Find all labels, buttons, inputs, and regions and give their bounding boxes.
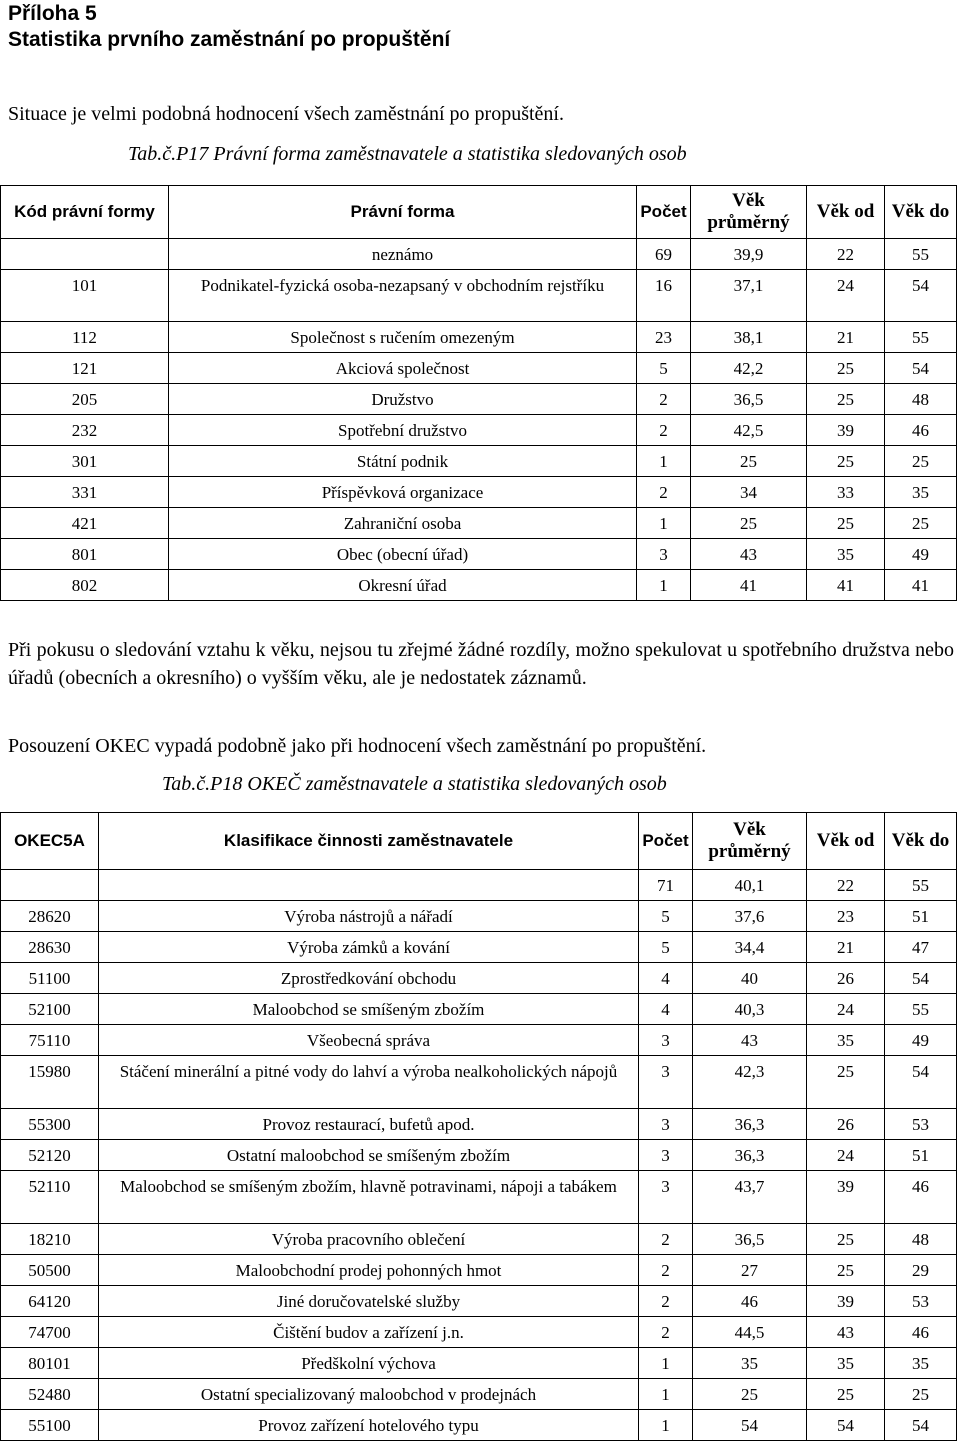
header-age-average: Věk průměrný bbox=[691, 186, 807, 239]
code-cell: 802 bbox=[1, 570, 169, 601]
age-from-cell: 25 bbox=[807, 1224, 885, 1255]
code-cell: 28630 bbox=[1, 932, 99, 963]
name-cell: Provoz restaurací, bufetů apod. bbox=[99, 1109, 639, 1140]
code-cell: 232 bbox=[1, 415, 169, 446]
table-row bbox=[1, 570, 957, 601]
name-cell: Akciová společnost bbox=[169, 353, 637, 384]
age-to-cell: 55 bbox=[885, 870, 957, 901]
age-average-cell: 36,3 bbox=[693, 1109, 807, 1140]
age-to-cell: 53 bbox=[885, 1286, 957, 1317]
age-analysis-paragraph: Při pokusu o sledování vztahu k věku, nejsou tu zřejmé žádné rozdíly, možno spekulovat u spotřebního družstva nebo úřadů (obecních a okresního) o vyšším věku, ale je nedostatek záznamů. bbox=[8, 639, 954, 689]
age-average-cell: 36,5 bbox=[693, 1224, 807, 1255]
count-cell: 4 bbox=[639, 963, 693, 994]
code-cell: 75110 bbox=[1, 1025, 99, 1056]
count-cell: 5 bbox=[639, 932, 693, 963]
age-to-cell: 48 bbox=[885, 384, 957, 415]
age-from-cell: 43 bbox=[807, 1317, 885, 1348]
count-cell: 16 bbox=[637, 270, 691, 322]
table-row bbox=[1, 415, 957, 446]
name-cell bbox=[99, 870, 639, 901]
age-average-cell: 34,4 bbox=[693, 932, 807, 963]
name-cell: Ostatní maloobchod se smíšeným zbožím bbox=[99, 1140, 639, 1171]
age-average-cell: 36,3 bbox=[693, 1140, 807, 1171]
age-from-cell: 22 bbox=[807, 870, 885, 901]
age-from-cell: 25 bbox=[807, 1056, 885, 1109]
header-legal-form-code: Kód právní formy bbox=[1, 186, 169, 239]
age-from-cell: 21 bbox=[807, 322, 885, 353]
table-row bbox=[1, 353, 957, 384]
age-from-cell: 22 bbox=[807, 239, 885, 270]
appendix-title: Příloha 5 bbox=[8, 2, 97, 25]
code-cell: 121 bbox=[1, 353, 169, 384]
code-cell: 50500 bbox=[1, 1255, 99, 1286]
age-to-cell: 49 bbox=[885, 1025, 957, 1056]
code-cell bbox=[1, 870, 99, 901]
age-average-cell: 40 bbox=[693, 963, 807, 994]
age-to-cell: 55 bbox=[885, 994, 957, 1025]
code-cell: 15980 bbox=[1, 1056, 99, 1109]
table-row bbox=[1, 870, 957, 901]
okec-paragraph: Posouzení OKEC vypadá podobně jako při hodnocení všech zaměstnání po propuštění. bbox=[8, 735, 707, 757]
count-cell: 1 bbox=[637, 446, 691, 477]
age-average-cell: 42,2 bbox=[691, 353, 807, 384]
age-to-cell: 46 bbox=[885, 1317, 957, 1348]
age-from-cell: 26 bbox=[807, 963, 885, 994]
count-cell: 23 bbox=[637, 322, 691, 353]
code-cell: 421 bbox=[1, 508, 169, 539]
age-average-cell: 43,7 bbox=[693, 1171, 807, 1224]
header-age-average: Věk průměrný bbox=[693, 813, 807, 870]
table-row bbox=[1, 994, 957, 1025]
code-cell: 80101 bbox=[1, 1348, 99, 1379]
age-from-cell: 25 bbox=[807, 446, 885, 477]
table-row bbox=[1, 1379, 957, 1410]
age-to-cell: 49 bbox=[885, 539, 957, 570]
code-cell: 52110 bbox=[1, 1171, 99, 1224]
legal-form-table-body bbox=[1, 239, 957, 601]
code-cell: 55300 bbox=[1, 1109, 99, 1140]
name-cell: Spotřební družstvo bbox=[169, 415, 637, 446]
name-cell: Všeobecná správa bbox=[99, 1025, 639, 1056]
code-cell: 74700 bbox=[1, 1317, 99, 1348]
age-to-cell: 48 bbox=[885, 1224, 957, 1255]
name-cell: Družstvo bbox=[169, 384, 637, 415]
age-to-cell: 47 bbox=[885, 932, 957, 963]
header-age-to: Věk do bbox=[885, 813, 957, 870]
table-row bbox=[1, 1025, 957, 1056]
age-to-cell: 25 bbox=[885, 1379, 957, 1410]
code-cell: 28620 bbox=[1, 901, 99, 932]
count-cell: 69 bbox=[637, 239, 691, 270]
header-count: Počet bbox=[639, 813, 693, 870]
table-header-row bbox=[1, 813, 957, 870]
table-row bbox=[1, 1348, 957, 1379]
count-cell: 1 bbox=[639, 1348, 693, 1379]
name-cell: Okresní úřad bbox=[169, 570, 637, 601]
code-cell: 205 bbox=[1, 384, 169, 415]
age-average-cell: 25 bbox=[691, 508, 807, 539]
age-to-cell: 25 bbox=[885, 508, 957, 539]
code-cell: 112 bbox=[1, 322, 169, 353]
age-average-cell: 27 bbox=[693, 1255, 807, 1286]
age-to-cell: 51 bbox=[885, 1140, 957, 1171]
age-from-cell: 23 bbox=[807, 901, 885, 932]
age-average-cell: 25 bbox=[691, 446, 807, 477]
code-cell: 52480 bbox=[1, 1379, 99, 1410]
table-row bbox=[1, 932, 957, 963]
age-to-cell: 55 bbox=[885, 322, 957, 353]
age-from-cell: 24 bbox=[807, 994, 885, 1025]
age-from-cell: 25 bbox=[807, 353, 885, 384]
name-cell: Provoz zařízení hotelového typu bbox=[99, 1410, 639, 1441]
age-to-cell: 51 bbox=[885, 901, 957, 932]
age-to-cell: 55 bbox=[885, 239, 957, 270]
age-average-cell: 44,5 bbox=[693, 1317, 807, 1348]
header-legal-form: Právní forma bbox=[169, 186, 637, 239]
count-cell: 2 bbox=[639, 1224, 693, 1255]
table-header-row bbox=[1, 186, 957, 239]
code-cell: 801 bbox=[1, 539, 169, 570]
count-cell: 1 bbox=[637, 508, 691, 539]
appendix-subtitle: Statistika prvního zaměstnání po propuštění bbox=[8, 28, 451, 51]
name-cell: Stáčení minerální a pitné vody do lahví a výroba nealkoholických nápojů bbox=[99, 1056, 639, 1109]
age-from-cell: 26 bbox=[807, 1109, 885, 1140]
count-cell: 71 bbox=[639, 870, 693, 901]
name-cell: Předškolní výchova bbox=[99, 1348, 639, 1379]
count-cell: 1 bbox=[639, 1379, 693, 1410]
count-cell: 5 bbox=[639, 901, 693, 932]
name-cell: neznámo bbox=[169, 239, 637, 270]
code-cell: 64120 bbox=[1, 1286, 99, 1317]
count-cell: 4 bbox=[639, 994, 693, 1025]
age-average-cell: 37,6 bbox=[693, 901, 807, 932]
age-average-cell: 42,3 bbox=[693, 1056, 807, 1109]
name-cell: Výroba zámků a kování bbox=[99, 932, 639, 963]
age-to-cell: 54 bbox=[885, 353, 957, 384]
count-cell: 2 bbox=[639, 1286, 693, 1317]
age-to-cell: 54 bbox=[885, 1410, 957, 1441]
table-row bbox=[1, 446, 957, 477]
code-cell: 18210 bbox=[1, 1224, 99, 1255]
okec-table-body bbox=[1, 870, 957, 1441]
header-age-from: Věk od bbox=[807, 813, 885, 870]
name-cell: Zprostředkování obchodu bbox=[99, 963, 639, 994]
age-to-cell: 53 bbox=[885, 1109, 957, 1140]
age-from-cell: 25 bbox=[807, 1379, 885, 1410]
count-cell: 2 bbox=[639, 1255, 693, 1286]
age-to-cell: 54 bbox=[885, 963, 957, 994]
table1-caption: Tab.č.P17 Právní forma zaměstnavatele a statistika sledovaných osob bbox=[128, 143, 687, 165]
age-to-cell: 54 bbox=[885, 270, 957, 322]
age-from-cell: 35 bbox=[807, 539, 885, 570]
name-cell: Společnost s ručením omezeným bbox=[169, 322, 637, 353]
name-cell: Státní podnik bbox=[169, 446, 637, 477]
name-cell: Maloobchod se smíšeným zbožím bbox=[99, 994, 639, 1025]
name-cell: Zahraniční osoba bbox=[169, 508, 637, 539]
count-cell: 1 bbox=[637, 570, 691, 601]
name-cell: Obec (obecní úřad) bbox=[169, 539, 637, 570]
name-cell: Výroba pracovního oblečení bbox=[99, 1224, 639, 1255]
count-cell: 2 bbox=[639, 1317, 693, 1348]
age-to-cell: 46 bbox=[885, 415, 957, 446]
age-from-cell: 25 bbox=[807, 384, 885, 415]
name-cell: Výroba nástrojů a nářadí bbox=[99, 901, 639, 932]
name-cell: Čištění budov a zařízení j.n. bbox=[99, 1317, 639, 1348]
count-cell: 3 bbox=[639, 1171, 693, 1224]
age-average-cell: 41 bbox=[691, 570, 807, 601]
count-cell: 3 bbox=[639, 1109, 693, 1140]
code-cell: 51100 bbox=[1, 963, 99, 994]
name-cell: Příspěvková organizace bbox=[169, 477, 637, 508]
table-row bbox=[1, 384, 957, 415]
age-to-cell: 25 bbox=[885, 446, 957, 477]
code-cell: 52100 bbox=[1, 994, 99, 1025]
table2-caption: Tab.č.P18 OKEČ zaměstnavatele a statistika sledovaných osob bbox=[162, 773, 667, 795]
count-cell: 2 bbox=[637, 415, 691, 446]
table-row bbox=[1, 1140, 957, 1171]
code-cell: 52120 bbox=[1, 1140, 99, 1171]
table-row bbox=[1, 539, 957, 570]
age-from-cell: 41 bbox=[807, 570, 885, 601]
age-average-cell: 39,9 bbox=[691, 239, 807, 270]
count-cell: 2 bbox=[637, 477, 691, 508]
age-average-cell: 25 bbox=[693, 1379, 807, 1410]
age-average-cell: 35 bbox=[693, 1348, 807, 1379]
code-cell: 331 bbox=[1, 477, 169, 508]
age-from-cell: 39 bbox=[807, 415, 885, 446]
count-cell: 1 bbox=[639, 1410, 693, 1441]
age-from-cell: 39 bbox=[807, 1171, 885, 1224]
code-cell: 301 bbox=[1, 446, 169, 477]
age-average-cell: 42,5 bbox=[691, 415, 807, 446]
age-average-cell: 40,3 bbox=[693, 994, 807, 1025]
table-row bbox=[1, 270, 957, 322]
table-row bbox=[1, 477, 957, 508]
age-from-cell: 25 bbox=[807, 508, 885, 539]
age-from-cell: 21 bbox=[807, 932, 885, 963]
count-cell: 5 bbox=[637, 353, 691, 384]
table-row bbox=[1, 1224, 957, 1255]
count-cell: 3 bbox=[639, 1025, 693, 1056]
age-average-cell: 38,1 bbox=[691, 322, 807, 353]
table-row bbox=[1, 239, 957, 270]
age-from-cell: 33 bbox=[807, 477, 885, 508]
table-row bbox=[1, 1255, 957, 1286]
table-row bbox=[1, 901, 957, 932]
count-cell: 3 bbox=[639, 1140, 693, 1171]
table-row bbox=[1, 1286, 957, 1317]
header-count: Počet bbox=[637, 186, 691, 239]
age-from-cell: 25 bbox=[807, 1255, 885, 1286]
age-from-cell: 35 bbox=[807, 1348, 885, 1379]
age-average-cell: 43 bbox=[693, 1025, 807, 1056]
count-cell: 2 bbox=[637, 384, 691, 415]
age-average-cell: 34 bbox=[691, 477, 807, 508]
age-to-cell: 54 bbox=[885, 1056, 957, 1109]
code-cell: 101 bbox=[1, 270, 169, 322]
name-cell: Maloobchod se smíšeným zbožím, hlavně potravinami, nápoji a tabákem bbox=[99, 1171, 639, 1224]
code-cell bbox=[1, 239, 169, 270]
age-to-cell: 41 bbox=[885, 570, 957, 601]
count-cell: 3 bbox=[637, 539, 691, 570]
age-to-cell: 35 bbox=[885, 477, 957, 508]
header-age-from: Věk od bbox=[807, 186, 885, 239]
table-row bbox=[1, 1109, 957, 1140]
name-cell: Podnikatel-fyzická osoba-nezapsaný v obchodním rejstříku bbox=[169, 270, 637, 322]
code-cell: 55100 bbox=[1, 1410, 99, 1441]
age-from-cell: 35 bbox=[807, 1025, 885, 1056]
age-average-cell: 37,1 bbox=[691, 270, 807, 322]
header-okec-code: OKEC5A bbox=[1, 813, 99, 870]
age-from-cell: 24 bbox=[807, 1140, 885, 1171]
age-from-cell: 54 bbox=[807, 1410, 885, 1441]
name-cell: Jiné doručovatelské služby bbox=[99, 1286, 639, 1317]
age-average-cell: 46 bbox=[693, 1286, 807, 1317]
count-cell: 3 bbox=[639, 1056, 693, 1109]
table-row bbox=[1, 1317, 957, 1348]
name-cell: Maloobchodní prodej pohonných hmot bbox=[99, 1255, 639, 1286]
legal-form-table bbox=[0, 185, 957, 601]
table-row bbox=[1, 322, 957, 353]
table-row bbox=[1, 1056, 957, 1109]
age-average-cell: 43 bbox=[691, 539, 807, 570]
age-from-cell: 24 bbox=[807, 270, 885, 322]
age-average-cell: 36,5 bbox=[691, 384, 807, 415]
name-cell: Ostatní specializovaný maloobchod v prodejnách bbox=[99, 1379, 639, 1410]
age-to-cell: 35 bbox=[885, 1348, 957, 1379]
okec-table bbox=[0, 812, 957, 1441]
intro-paragraph: Situace je velmi podobná hodnocení všech zaměstnání po propuštění. bbox=[8, 103, 564, 125]
table-row bbox=[1, 508, 957, 539]
table-row bbox=[1, 963, 957, 994]
table-row bbox=[1, 1171, 957, 1224]
header-activity-classification: Klasifikace činnosti zaměstnavatele bbox=[99, 813, 639, 870]
age-from-cell: 39 bbox=[807, 1286, 885, 1317]
header-age-to: Věk do bbox=[885, 186, 957, 239]
age-to-cell: 29 bbox=[885, 1255, 957, 1286]
age-average-cell: 40,1 bbox=[693, 870, 807, 901]
age-average-cell: 54 bbox=[693, 1410, 807, 1441]
age-to-cell: 46 bbox=[885, 1171, 957, 1224]
